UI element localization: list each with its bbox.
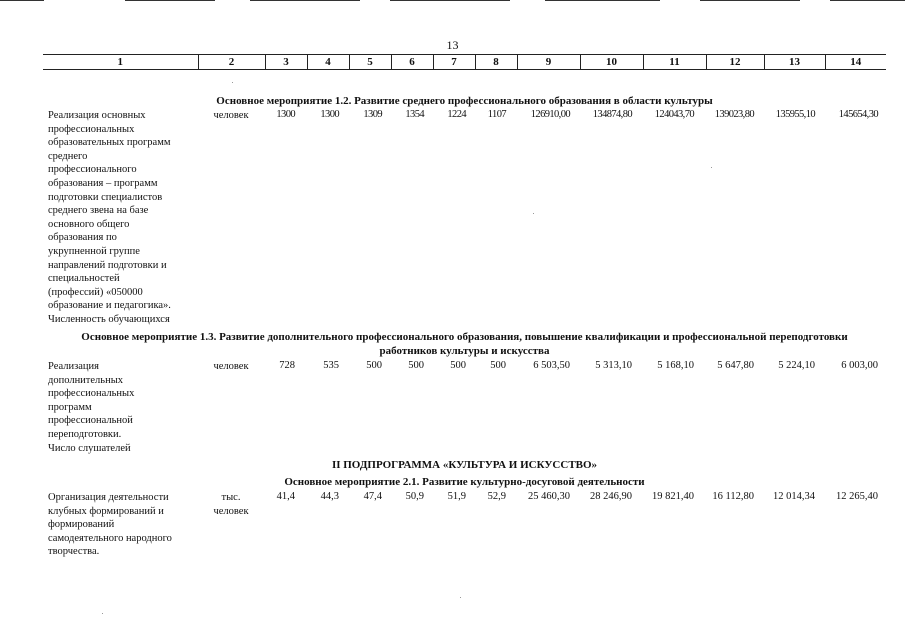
row-2-value-10: 5 313,10 [595, 360, 632, 371]
col-header-5: 5 [349, 55, 391, 70]
scan-speck [460, 597, 461, 598]
row-1-value-8: 1107 [487, 109, 506, 120]
row-1-value-5: 1309 [363, 109, 382, 120]
row-1-value-6: 1354 [405, 109, 424, 120]
row-1-value-12: 139023,80 [714, 109, 754, 120]
row-3-value-4: 44,3 [320, 491, 339, 502]
col-header-9: 9 [517, 55, 580, 70]
col-header-3: 3 [265, 55, 307, 70]
row-3-value-8: 52,9 [487, 491, 506, 502]
subprogram-title: II ПОДПРОГРАММА «КУЛЬТУРА И ИСКУССТВО» [331, 459, 598, 471]
row-3-unit: тыс. человек [213, 492, 249, 517]
row-3-value-11: 19 821,40 [652, 491, 694, 502]
row-3-value-6: 50,9 [405, 491, 424, 502]
row-2-value-7: 500 [450, 360, 466, 371]
col-header-11: 11 [643, 55, 706, 70]
row-3-value-5: 47,4 [363, 491, 382, 502]
col-header-7: 7 [433, 55, 475, 70]
row-2-unit: человек [213, 361, 249, 372]
row-2-value-9: 6 503,50 [533, 360, 570, 371]
row-3-value-13: 12 014,34 [773, 491, 815, 502]
row-3-description: Организация деятельности клубных формирований и формирований самодеятельного народного творчества. [48, 492, 172, 558]
section-title-1-3-continued: работников культуры и искусства [379, 345, 550, 357]
scan-speck [102, 613, 103, 614]
row-1-value-7: 1224 [447, 109, 466, 120]
row-3-value-12: 16 112,80 [712, 491, 754, 502]
scan-speck [533, 213, 534, 214]
col-header-1: 1 [43, 55, 198, 70]
col-header-13: 13 [764, 55, 825, 70]
row-3-value-3: 41,4 [276, 491, 295, 502]
row-1-value-10: 134874,80 [592, 109, 632, 120]
row-1-value-9: 126910,00 [530, 109, 570, 120]
row-2-value-12: 5 647,80 [717, 360, 754, 371]
scan-speck [232, 82, 233, 83]
row-1-value-14: 145654,30 [838, 109, 878, 120]
section-title-2-1: Основное мероприятие 2.1. Развитие культурно-досуговой деятельности [284, 476, 645, 488]
row-2-value-14: 6 003,00 [841, 360, 878, 371]
row-2-description: Реализация дополнительных профессиональных программ профессиональной переподготовки. Число слушателей [48, 361, 135, 454]
row-2-value-6: 500 [408, 360, 424, 371]
col-header-8: 8 [475, 55, 517, 70]
row-1-unit: человек [213, 110, 249, 121]
row-3-value-9: 25 460,30 [528, 491, 570, 502]
row-1-description: Реализация основных профессиональных образовательных программ среднего профессионального образования – программ подготовки специалистов среднего звена на базе основного общего образования по укрупненной группе направлений подготовки и специальностей (профессий) «050000 образование и педагогика». Численность обучающихся [48, 110, 171, 325]
scan-speck [711, 167, 712, 168]
top-border [0, 0, 905, 2]
section-title-1-2: Основное мероприятие 1.2. Развитие среднего профессионального образования в области культуры [216, 95, 713, 107]
row-2-value-3: 728 [279, 360, 295, 371]
col-header-2: 2 [198, 55, 265, 70]
row-1-value-3: 1300 [276, 109, 295, 120]
row-2-value-4: 535 [323, 360, 339, 371]
row-1-value-13: 135955,10 [775, 109, 815, 120]
row-2-value-5: 500 [366, 360, 382, 371]
row-1-value-4: 1300 [320, 109, 339, 120]
column-header-row [43, 54, 886, 70]
row-1-value-11: 124043,70 [654, 109, 694, 120]
row-3-value-14: 12 265,40 [836, 491, 878, 502]
col-header-12: 12 [706, 55, 764, 70]
row-3-value-10: 28 246,90 [590, 491, 632, 502]
col-header-4: 4 [307, 55, 349, 70]
col-header-6: 6 [391, 55, 433, 70]
row-2-value-8: 500 [490, 360, 506, 371]
page-number: 13 [446, 38, 459, 52]
col-header-14: 14 [825, 55, 886, 70]
row-2-value-13: 5 224,10 [778, 360, 815, 371]
col-header-10: 10 [580, 55, 643, 70]
section-title-1-3: Основное мероприятие 1.3. Развитие дополнительного профессионального образования, повышение квалификации и профессиональной переподготовки [81, 331, 848, 343]
row-3-value-7: 51,9 [447, 491, 466, 502]
row-2-value-11: 5 168,10 [657, 360, 694, 371]
